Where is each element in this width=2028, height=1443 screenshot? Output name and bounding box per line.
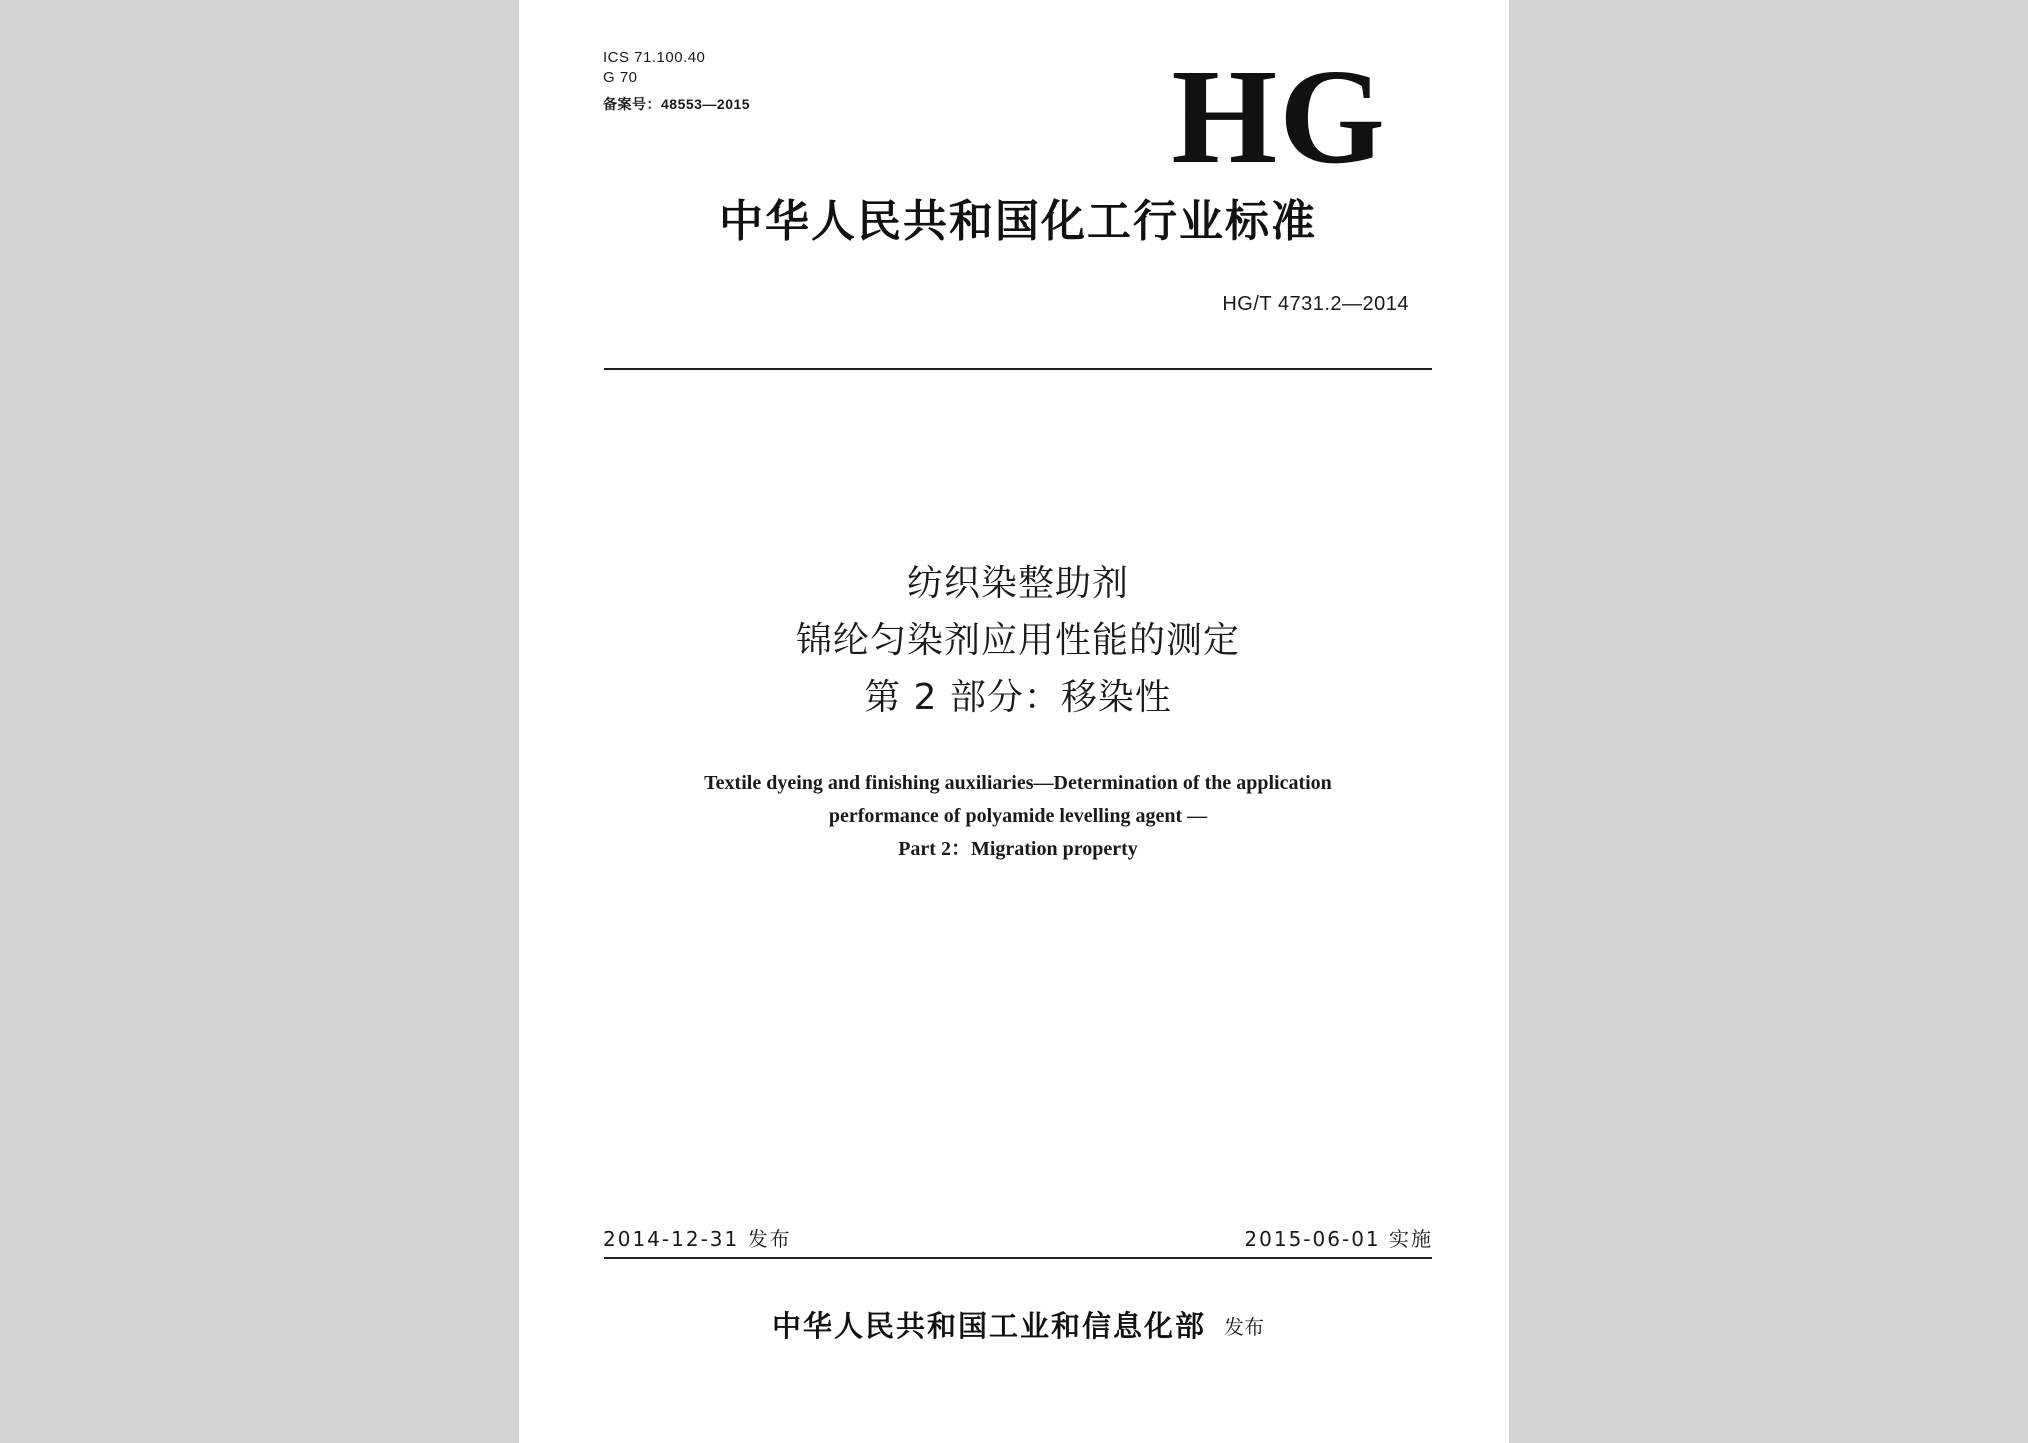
record-number: 备案号：48553—2015 <box>603 96 751 112</box>
english-title-line-3: Part 2：Migration property <box>898 838 1138 860</box>
english-title-line-2: performance of polyamide levelling agent — <box>828 805 1208 827</box>
ics-code: ICS 71.100.40 <box>603 49 706 66</box>
issuer-action: 发布 <box>1224 1315 1264 1339</box>
chinese-title-line-2: 锦纶匀染剂应用性能的测定 <box>795 620 1240 661</box>
bottom-divider <box>604 1257 1432 1259</box>
english-title-block <box>603 767 1433 866</box>
document-page <box>519 0 1509 1443</box>
standard-category-title: 中华人民共和国化工行业标准 <box>719 196 1317 247</box>
chinese-title-block <box>603 555 1433 726</box>
chinese-title-line-1: 纺织染整助剂 <box>906 563 1129 604</box>
issuer-name: 中华人民共和国工业和信息化部 <box>771 1309 1206 1343</box>
issuer-line <box>603 1304 1433 1345</box>
hg-logo: HG <box>1171 42 1387 192</box>
top-divider <box>604 368 1432 370</box>
effective-date: 2015-06-01 实施 <box>1244 1227 1433 1251</box>
issue-date: 2014-12-31 发布 <box>603 1227 792 1251</box>
english-title-line-1: Textile dyeing and finishing auxiliaries—Determination of the application <box>704 772 1332 794</box>
classification-code: G 70 <box>603 69 638 86</box>
chinese-title-line-3: 第 2 部分：移染性 <box>864 677 1172 718</box>
standard-number: HG/T 4731.2—2014 <box>1222 293 1409 315</box>
